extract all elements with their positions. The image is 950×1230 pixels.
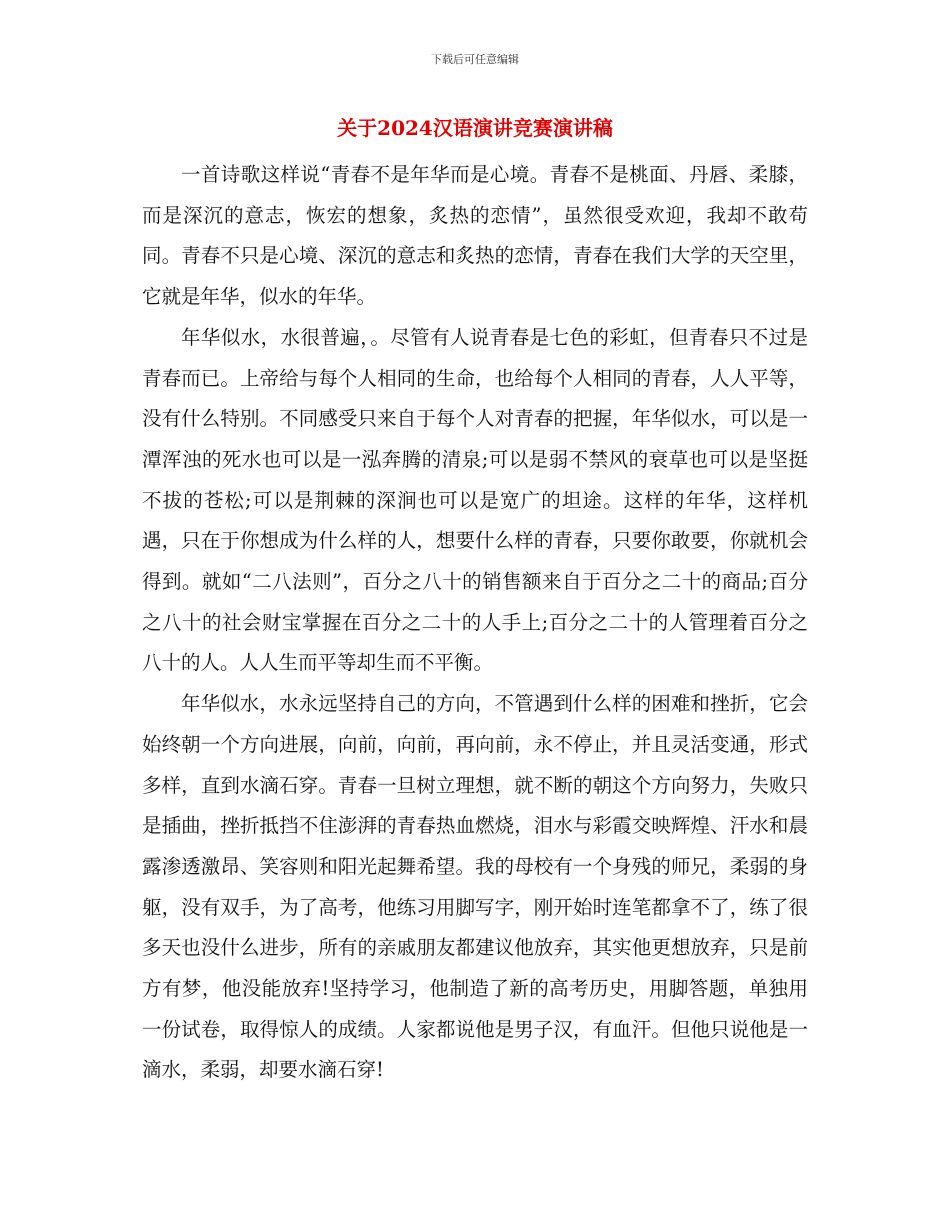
paragraph-1: 一首诗歌这样说“青春不是年华而是心境。青春不是桃面、丹唇、柔膝，而是深沉的意志，恢宏的想象，炙热的恋情”，虽然很受欢迎，我却不敢苟同。青春不只是心境、深沉的意志和炙热的恋情，青春在我们大学的天空里，它就是年华，似水的年华。: [142, 163, 808, 309]
header-note: 下载后可任意编辑: [431, 53, 519, 66]
paragraph-3: 年华似水，水永远坚持自己的方向，不管遇到什么样的困难和挫折，它会始终朝一个方向进展，向前，向前，再向前，永不停止，并且灵活变通，形式多样，直到水滴石穿。青春一旦树立理想，就不断的朝这个方向努力，失败只是插曲，挫折抵挡不住澎湃的青春热血燃烧，泪水与彩霞交映辉煌、汗水和晨露渗透激昂、笑容则和阳光起舞希望。我的母校有一个身残的师兄，柔弱的身躯，没有双手，为了高考，他练习用脚写字，刚开始时连笔都拿不了，练了很多天也没什么进步，所有的亲戚朋友都建议他放弃，其实他更想放弃，只是前方有梦，他没能放弃!坚持学习，他制造了新的高考历史，用脚答题，单独用一份试卷，取得惊人的成绩。人家都说他是男子汉，有血汗。但他只说他是一滴水，柔弱，却要水滴石穿!: [142, 692, 808, 1082]
document-title: 关于2024汉语演讲竞赛演讲稿: [337, 116, 613, 140]
paragraph-2: 年华似水，水很普遍，。尽管有人说青春是七色的彩虹，但青春只不过是青春而已。上帝给与每个人相同的生命，也给每个人相同的青春，人人平等，没有什么特别。不同感受只来自于每个人对青春的把握，年华似水，可以是一潭浑浊的死水也可以是一泓奔腾的清泉;可以是弱不禁风的衰草也可以是坚挺不拔的苍松;可以是荆棘的深涧也可以是宽广的坦途。这样的年华，这样机遇，只在于你想成为什么样的人，想要什么样的青春，只要你敢要，你就机会得到。就如“二八法则”，百分之八十的销售额来自于百分之二十的商品;百分之八十的社会财宝掌握在百分之二十的人手上;百分之二十的人管理着百分之八十的人。人人生而平等却生而不平衡。: [142, 325, 808, 675]
document-body: [142, 155, 808, 1091]
